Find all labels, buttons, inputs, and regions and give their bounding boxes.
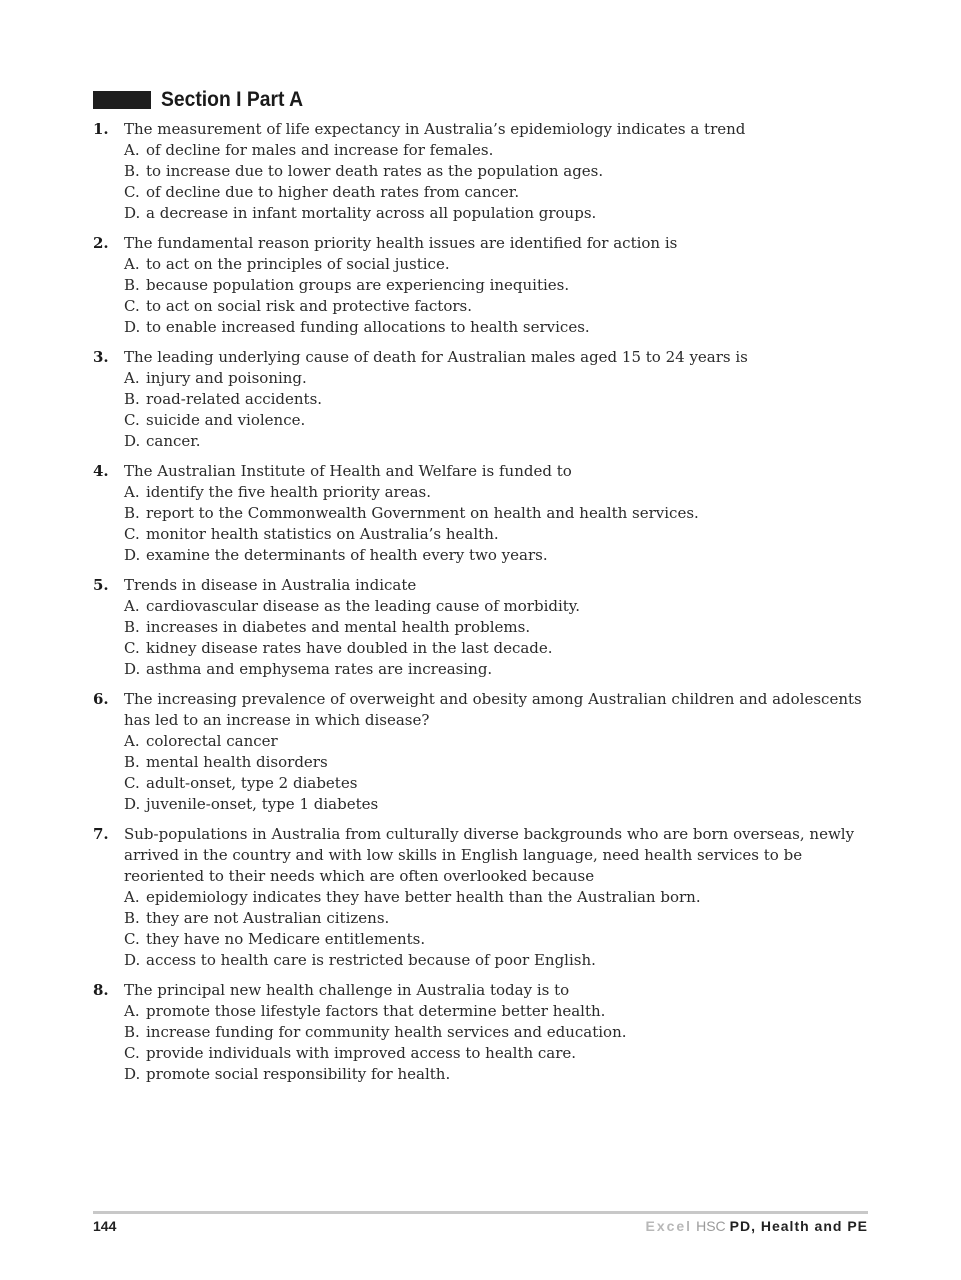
option-text: asthma and emphysema rates are increasing.: [146, 660, 493, 678]
option-letter: D.: [124, 432, 141, 450]
option-text: because population groups are experiencing inequities.: [146, 276, 570, 294]
option-text: increase funding for community health services and education.: [146, 1023, 627, 1041]
answer-option: [124, 596, 883, 617]
question-stem: The fundamental reason priority health issues are identified for action is: [124, 234, 678, 252]
question-number: 4.: [93, 462, 109, 480]
option-letter: A.: [124, 732, 140, 750]
question-item: [93, 689, 883, 815]
answer-option: [124, 659, 883, 680]
option-letter: C.: [124, 639, 140, 657]
question-item: [93, 824, 883, 971]
question-item: [93, 233, 883, 338]
answer-option: [124, 1022, 883, 1043]
option-letter: B.: [124, 1023, 140, 1041]
answer-option: [124, 317, 883, 338]
answer-option: [124, 524, 883, 545]
option-letter: C.: [124, 297, 140, 315]
answer-option: [124, 503, 883, 524]
book-title: [645, 1218, 868, 1234]
answer-option: [124, 752, 883, 773]
question-list: [93, 119, 883, 1094]
answer-option: [124, 545, 883, 566]
section-header: [93, 87, 315, 113]
option-letter: C.: [124, 930, 140, 948]
answer-option: [124, 1064, 883, 1085]
option-text: of decline for males and increase for females.: [146, 141, 494, 159]
option-text: mental health disorders: [146, 753, 328, 771]
question-item: [93, 461, 883, 566]
answer-option: [124, 431, 883, 452]
option-text: injury and poisoning.: [146, 369, 307, 387]
answer-option: [124, 773, 883, 794]
option-text: of decline due to higher death rates from cancer.: [146, 183, 520, 201]
page-footer: [93, 1218, 868, 1238]
answer-option: [124, 887, 883, 908]
option-text: they are not Australian citizens.: [146, 909, 390, 927]
option-text: road-related accidents.: [146, 390, 323, 408]
option-letter: D.: [124, 1065, 141, 1083]
option-text: access to health care is restricted because of poor English.: [146, 951, 596, 969]
question-item: [93, 575, 883, 680]
answer-option: [124, 794, 883, 815]
option-text: kidney disease rates have doubled in the last decade.: [146, 639, 553, 657]
question-stem: The measurement of life expectancy in Australia’s epidemiology indicates a trend: [124, 120, 746, 138]
option-letter: D.: [124, 546, 141, 564]
answer-option: [124, 929, 883, 950]
answer-option: [124, 389, 883, 410]
option-text: increases in diabetes and mental health problems.: [146, 618, 531, 636]
answer-option: [124, 908, 883, 929]
answer-option: [124, 617, 883, 638]
option-letter: C.: [124, 183, 140, 201]
answer-option: [124, 950, 883, 971]
option-text: cardiovascular disease as the leading cause of morbidity.: [146, 597, 581, 615]
option-letter: A.: [124, 141, 140, 159]
answer-option: [124, 203, 883, 224]
answer-option: [124, 1001, 883, 1022]
answer-option: [124, 140, 883, 161]
question-item: [93, 347, 883, 452]
footer-divider: [93, 1211, 868, 1214]
option-text: provide individuals with improved access to health care.: [146, 1044, 577, 1062]
option-letter: A.: [124, 1002, 140, 1020]
question-stem: Trends in disease in Australia indicate: [124, 576, 417, 594]
question-stem: The leading underlying cause of death for Australian males aged 15 to 24 years is: [124, 348, 748, 366]
option-letter: A.: [124, 255, 140, 273]
option-letter: B.: [124, 162, 140, 180]
option-letter: B.: [124, 276, 140, 294]
answer-option: [124, 1043, 883, 1064]
question-number: 8.: [93, 981, 109, 999]
option-letter: A.: [124, 483, 140, 501]
question-number: 5.: [93, 576, 109, 594]
option-text: monitor health statistics on Australia’s health.: [146, 525, 499, 543]
option-text: colorectal cancer: [146, 732, 278, 750]
page-number: 144: [93, 1218, 117, 1234]
question-stem: The increasing prevalence of overweight and obesity among Australian children and adolescents has led to an increase in which disease?: [124, 690, 862, 729]
answer-option: [124, 731, 883, 752]
answer-option: [124, 254, 883, 275]
option-text: suicide and violence.: [146, 411, 306, 429]
option-letter: D.: [124, 318, 141, 336]
option-text: to act on the principles of social justice.: [146, 255, 450, 273]
option-text: to increase due to lower death rates as the population ages.: [146, 162, 604, 180]
question-stem: Sub-populations in Australia from culturally diverse backgrounds who are born overseas, newly arrived in the country and with low skills in English language, need health services to be reoriented to their needs which are often overlooked because: [124, 825, 855, 885]
option-letter: C.: [124, 774, 140, 792]
option-text: examine the determinants of health every two years.: [146, 546, 548, 564]
option-letter: B.: [124, 753, 140, 771]
question-number: 7.: [93, 825, 109, 843]
question-stem: The Australian Institute of Health and Welfare is funded to: [124, 462, 572, 480]
option-text: to act on social risk and protective factors.: [146, 297, 473, 315]
brand-name: Excel: [645, 1218, 693, 1234]
option-letter: B.: [124, 390, 140, 408]
option-letter: C.: [124, 1044, 140, 1062]
answer-option: [124, 161, 883, 182]
option-text: epidemiology indicates they have better health than the Australian born.: [146, 888, 701, 906]
option-text: promote social responsibility for health.: [146, 1065, 451, 1083]
option-letter: B.: [124, 909, 140, 927]
option-text: a decrease in infant mortality across all population groups.: [146, 204, 597, 222]
option-letter: A.: [124, 369, 140, 387]
option-letter: D.: [124, 660, 141, 678]
answer-option: [124, 182, 883, 203]
question-item: [93, 980, 883, 1085]
option-letter: D.: [124, 951, 141, 969]
option-text: promote those lifestyle factors that determine better health.: [146, 1002, 606, 1020]
option-letter: C.: [124, 525, 140, 543]
option-text: adult-onset, type 2 diabetes: [146, 774, 358, 792]
option-letter: B.: [124, 618, 140, 636]
option-text: to enable increased funding allocations to health services.: [146, 318, 590, 336]
option-text: juvenile-onset, type 1 diabetes: [146, 795, 379, 813]
question-item: [93, 119, 883, 224]
option-letter: C.: [124, 411, 140, 429]
option-text: they have no Medicare entitlements.: [146, 930, 426, 948]
option-letter: A.: [124, 888, 140, 906]
option-letter: D.: [124, 795, 141, 813]
answer-option: [124, 482, 883, 503]
option-letter: D.: [124, 204, 141, 222]
series-name: HSC: [696, 1218, 726, 1234]
question-number: 2.: [93, 234, 109, 252]
option-letter: B.: [124, 504, 140, 522]
answer-option: [124, 296, 883, 317]
section-title: Section I Part A: [161, 88, 304, 111]
answer-option: [124, 368, 883, 389]
option-letter: A.: [124, 597, 140, 615]
option-text: report to the Commonwealth Government on health and health services.: [146, 504, 699, 522]
answer-option: [124, 275, 883, 296]
option-text: identify the five health priority areas.: [146, 483, 431, 501]
question-number: 6.: [93, 690, 109, 708]
question-number: 3.: [93, 348, 109, 366]
subject-name: PD, Health and PE: [729, 1218, 868, 1234]
answer-option: [124, 410, 883, 431]
question-number: 1.: [93, 120, 109, 138]
answer-option: [124, 638, 883, 659]
option-text: cancer.: [146, 432, 201, 450]
section-marker-bar: [93, 91, 151, 109]
question-stem: The principal new health challenge in Australia today is to: [124, 981, 570, 999]
